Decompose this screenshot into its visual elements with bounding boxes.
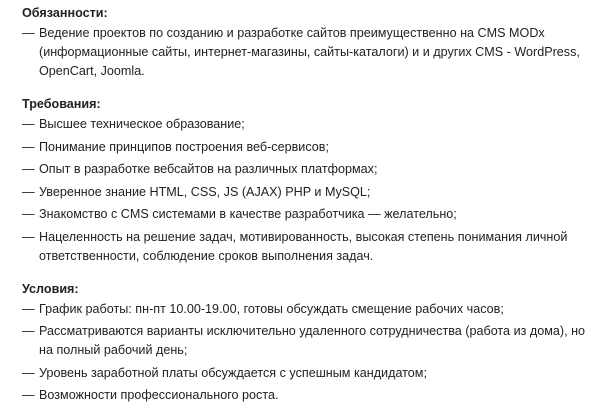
dash-bullet: — [22,207,35,221]
dash-bullet: — [22,324,35,338]
section-title: Требования: [22,97,101,111]
dash-bullet: — [22,117,35,131]
dash-bullet: — [22,139,35,154]
list-item-text: Нацеленность на решение задач, мотивированность, высокая степень понимания личной ответственности, соблюдение сроков выполнения задач. [39,229,568,263]
dash-bullet: — [22,301,35,316]
item-list [22,300,594,406]
list-item [22,160,594,179]
section-responsibilities [22,4,594,81]
dash-bullet: — [22,388,35,402]
list-item-text: Ведение проектов по созданию и разработке сайтов преимущественно на CMS MODx (информационные сайты, интернет-магазины, сайты-каталоги) и и других CMS - WordPress, OpenCart, Joomla. [39,26,580,78]
dash-bullet: — [22,365,35,380]
dash-bullet: — [22,26,35,40]
list-item [22,115,594,134]
list-item [22,228,594,266]
list-item [22,183,594,202]
list-item [22,364,594,383]
section-title: Условия: [22,281,79,296]
section-title: Обязанности: [22,6,108,20]
list-item-text: Рассматриваются варианты исключительно удаленного сотрудничества (работа из дома), но на полный рабочий день; [39,324,586,357]
list-item [22,322,594,360]
section-requirements [22,95,594,266]
dash-bullet: — [22,184,35,199]
list-item [22,24,594,81]
list-item-text: Высшее техническое образование; [39,117,245,131]
dash-bullet: — [22,229,35,244]
list-item-text: Уровень заработной платы обсуждается с успешным кандидатом; [39,365,427,380]
list-item-text: Опыт в разработке вебсайтов на различных платформах; [39,162,378,176]
list-item-text: График работы: пн-пт 10.00-19.00, готовы обсуждать смещение рабочих часов; [39,301,504,316]
list-item [22,205,594,224]
item-list [22,115,594,266]
list-item-text: Понимание принципов построения веб-сервисов; [39,139,329,154]
list-item-text: Уверенное знание HTML, CSS, JS (AJAX) PHP и MySQL; [39,184,371,199]
dash-bullet: — [22,162,35,176]
list-item [22,300,594,319]
item-list [22,24,594,81]
list-item-text: Возможности профессионального роста. [39,388,279,402]
section-conditions [22,280,594,406]
list-item-text: Знакомство с CMS системами в качестве разработчика — желательно; [39,207,457,221]
list-item [22,138,594,157]
list-item [22,386,594,405]
